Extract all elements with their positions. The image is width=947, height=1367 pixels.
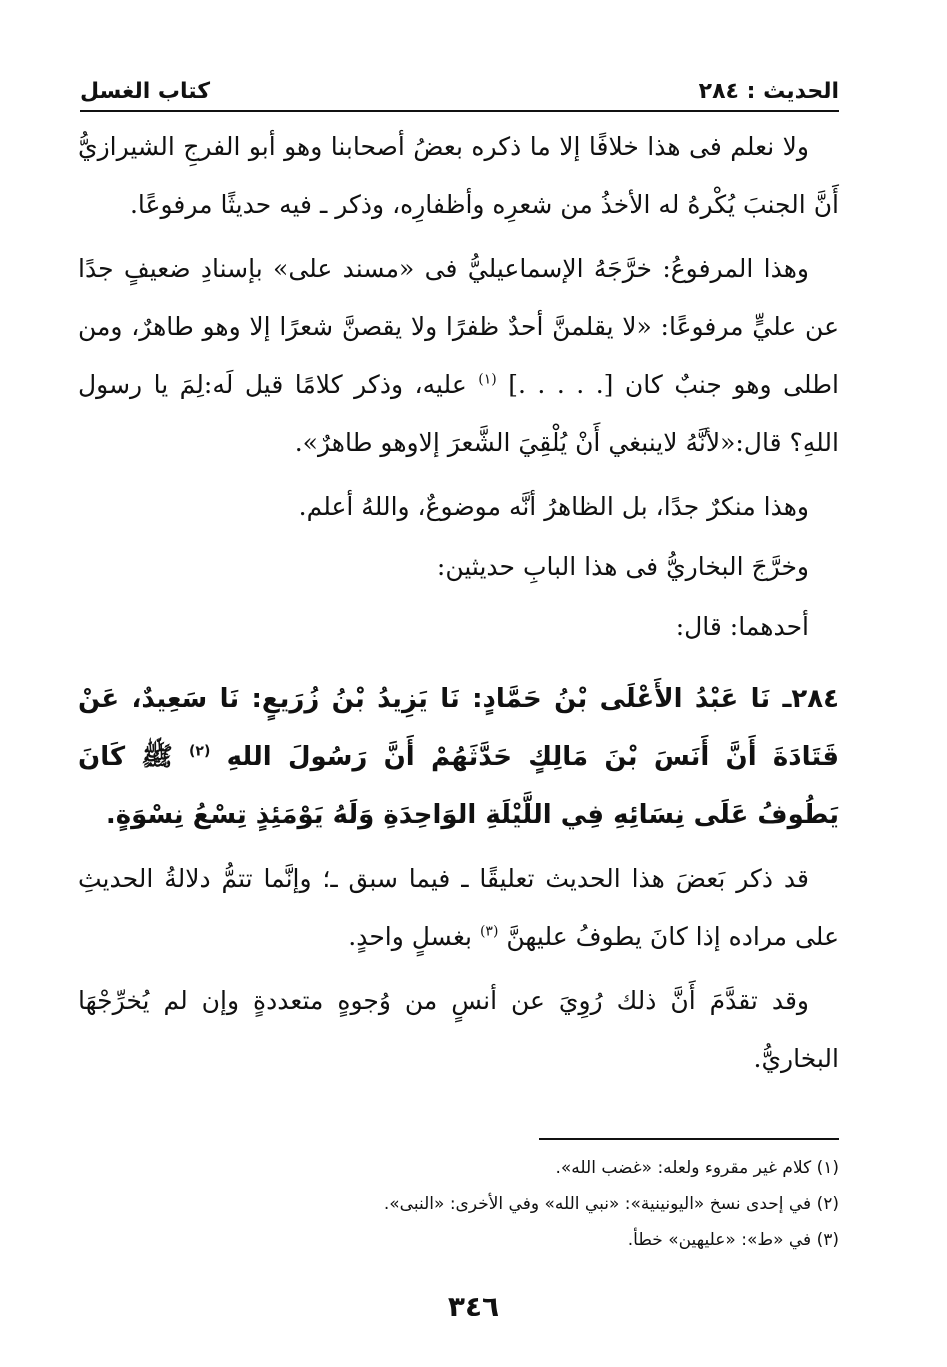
- hadith-reference: الحديث : ٢٨٤: [698, 79, 839, 104]
- commentary-1-text-b: بغسلٍ واحدٍ.: [348, 922, 472, 951]
- commentary-1: [78, 850, 839, 966]
- hadith-text: [78, 670, 839, 844]
- hadith-text-a: ٢٨٤ـ نَا عَبْدُ الأَعْلَى بْنُ حَمَّادٍ: نَا يَزِيدُ بْنُ زُرَيعٍ: نَا سَعِيدٌ، عَنْ قَتَادَةَ أَنَّ أَنَسَ بْنَ مَالِكٍ حَدَّثَهُمْ أَنَّ رَسُولَ اللهِ: [78, 684, 839, 772]
- footnote-2: (٢) في إحدى نسخ «اليونينية»: «نبي الله» وفي الأخرى: «النبى».: [383, 1194, 839, 1214]
- footnote-ref-2: (٢): [189, 743, 211, 760]
- footnote-separator: [539, 1138, 839, 1140]
- paragraph-1: ولا نعلم فى هذا خلافًا إلا ما ذكره بعضُ أصحابنا وهو أبو الفرجِ الشيرازيُّ أَنَّ الجنبَ يُكْرهُ له الأخذُ من شعرِه وأظفارِه، وذكر ـ فيه حديثًا مرفوعًا.: [78, 132, 839, 219]
- paragraph-2: [78, 240, 839, 472]
- page-body: [78, 118, 839, 1094]
- footnote-1: (١) كلام غير مقروء ولعله: «غضب الله».: [555, 1158, 839, 1178]
- footnote-ref-1: (١): [478, 371, 497, 388]
- hadith-text-b: ﷺ كَانَ يَطُوفُ عَلَى نِسَائِهِ فِي اللَّيْلَةِ الوَاحِدَةِ وَلَهُ يَوْمَئِذٍ تِسْعُ نِسْوَةٍ.: [78, 742, 839, 830]
- paragraph-2-text-b: عليه، وذكر كلامًا قيل لَه:لِمَ يا رسول اللهِ؟ قال:«لأنَّهُ لاينبغي أَنْ يُلْقِيَ الشَّعرَ إلاوهو طاهرٌ».: [78, 370, 839, 457]
- footnote-3: (٣) في «ط»: «عليهين» خطأ.: [627, 1230, 839, 1250]
- paragraph-3: وهذا منكرٌ جدًا، بل الظاهرُ أنَّه موضوعٌ، واللهُ أعلم.: [298, 492, 809, 521]
- page-number: ٣٤٦: [447, 1290, 500, 1323]
- paragraph-2-text-a: وهذا المرفوعُ: خرَّجَهُ الإسماعيليُّ فى «مسند على» بإسنادِ ضعيفٍ جدًا عن عليٍّ مرفوعًا: «لا يقلمنَّ أحدٌ ظفرًا ولا يقصنَّ شعرًا إلا وهو طاهرٌ، ومن اطلى وهو جنبٌ كان [. . . . .]: [78, 254, 839, 399]
- commentary-1-text-a: قد ذكر بَعضَ هذا الحديث تعليقًا ـ فيما سبق ـ؛ وإنَّما تتمُّ دلالةُ الحديثِ على مراده إذا كانَ يطوفُ عليهنَّ: [78, 864, 839, 951]
- footnotes: [100, 1150, 839, 1258]
- paragraph-5: أحدهما: قال:: [675, 612, 809, 641]
- page-header: [80, 64, 839, 112]
- paragraph-4: وخرَّجَ البخاريُّ فى هذا البابِ حديثين:: [436, 552, 809, 581]
- footnote-ref-3: (٣): [479, 923, 499, 940]
- commentary-2: وقد تقدَّمَ أَنَّ ذلك رُوِيَ عن أنسٍ من وُجوهٍ متعددةٍ وإن لم يُخرِّجْهَا البخاريُّ.: [78, 986, 839, 1073]
- book-title: كتاب الغسل: [80, 79, 211, 104]
